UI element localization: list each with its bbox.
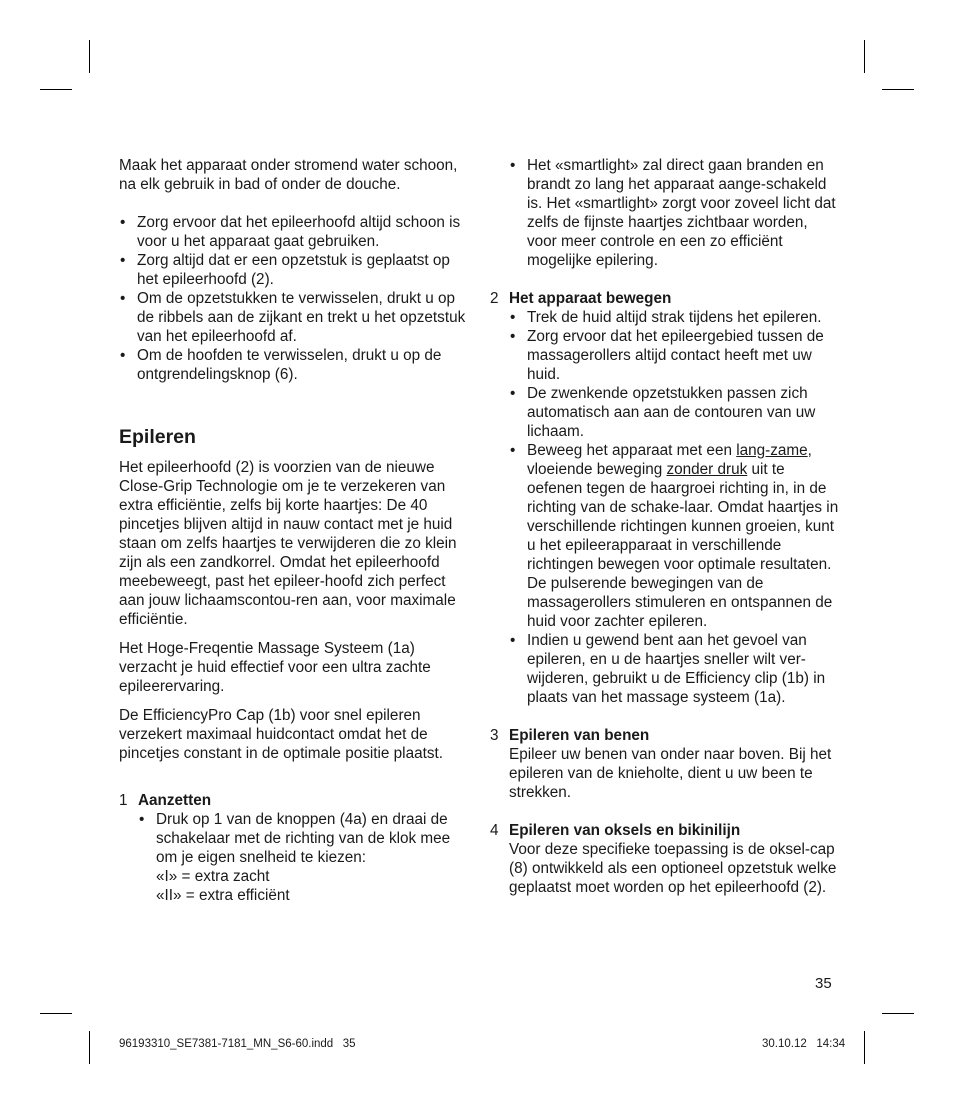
text-run: uit te oefenen tegen de haargroei richting in, in de richting van de schake-laar. Omdat haartjes in verschillende richtingen kunnen groeien, kunt u het epileerapparaat in verschillende richtingen bewegen voor optimale resultaten. De pulserende bewegingen van de massagerollers stimuleren en ontspannen de huid voor zachter epileren. — [527, 461, 839, 630]
section-title: Aanzetten — [138, 792, 212, 809]
section-apparaat-bewegen — [490, 289, 840, 707]
section-heading: Epileren — [119, 426, 196, 448]
crop-mark — [882, 1013, 914, 1014]
date-slug: 30.10.12 14:34 — [762, 1038, 846, 1050]
crop-mark — [882, 89, 914, 90]
text-run: , vloeiende beweging — [527, 442, 812, 478]
file-slug: 96193310_SE7381-7181_MN_S6-60.indd 35 — [119, 1038, 356, 1050]
list-item: • Zorg ervoor dat het epileergebied tussen de massagerollers altijd contact heeft met uw huid. — [509, 327, 840, 384]
speed-setting-1: «I» = extra zacht — [156, 868, 270, 885]
list-item: • Om de opzetstukken te verwisselen, drukt u op de ribbels aan de zijkant en trekt u het opzetstuk van het epileerhoofd af. — [119, 289, 469, 346]
body-paragraph: De EfficiencyPro Cap (1b) voor snel epileren verzekert maximaal huidcontact omdat het de pincetjes constant in de optimale positie plaatst. — [119, 707, 443, 762]
body-paragraph: Het epileerhoofd (2) is voorzien van de nieuwe Close-Grip Technologie om je te verzekeren van extra efficiëntie, zelfs bij korte haartjes: De 40 pincetjes blijven altijd in nauw contact met je huid staan om zelfs haartjes te verwijderen die zo klein zijn als een zandkorrel. Omdat het epileerhoofd meebeweegt, past het epileer-hoofd zich perfect aan jouw lichaamscontou-ren aan, voor maximale efficiëntie. — [119, 459, 457, 628]
section-benen — [490, 726, 840, 802]
list-item: • Trek de huid altijd strak tijdens het epileren. — [509, 308, 840, 327]
left-column — [119, 156, 469, 905]
smartlight-list — [509, 156, 840, 270]
list-item: • Zorg altijd dat er een opzetstuk is geplaatst op het epileerhoofd (2). — [119, 251, 469, 289]
section-oksels — [490, 821, 840, 897]
crop-mark — [89, 40, 90, 73]
crop-mark — [864, 40, 865, 73]
page-number: 35 — [815, 975, 832, 992]
crop-mark — [864, 1031, 865, 1064]
section-number: 2 — [490, 290, 499, 307]
list-item: • Zorg ervoor dat het epileerhoofd altijd schoon is voor u het apparaat gaat gebruiken. — [119, 213, 469, 251]
list-item: • De zwenkende opzetstukken passen zich automatisch aan aan de contouren van uw lichaam. — [509, 384, 840, 441]
underlined-text: zonder druk — [666, 461, 748, 478]
section-title: Het apparaat bewegen — [509, 290, 672, 307]
section-number: 1 — [119, 792, 128, 809]
right-column — [490, 156, 840, 897]
crop-mark — [40, 89, 72, 90]
text-run: Beweeg het apparaat met een — [527, 442, 737, 459]
section-number: 4 — [490, 822, 499, 839]
section-title: Epileren van benen — [509, 727, 650, 744]
list-item: • Om de hoofden te verwisselen, drukt u op de ontgrendelingsknop (6). — [119, 346, 469, 384]
section-text: Epileer uw benen van onder naar boven. Bij het epileren van de knieholte, dient u uw been te strekken. — [509, 746, 832, 801]
body-paragraph: Het Hoge-Freqentie Massage Systeem (1a) verzacht je huid effectief voor een ultra zachte epileerervaring. — [119, 640, 431, 695]
list-item — [138, 810, 469, 905]
speed-setting-2: «II» = extra efficiënt — [156, 887, 290, 904]
section-number: 3 — [490, 727, 499, 744]
list-item: • Indien u gewend bent aan het gevoel van epileren, en u de haartjes sneller wilt ver-wijderen, gebruikt u de Efficiency clip (1b) in plaats van het massage systeem (1a). — [509, 631, 840, 707]
underlined-text: lang-zame — [736, 442, 808, 459]
section-aanzetten — [119, 791, 469, 905]
bewegen-list — [509, 308, 840, 707]
smartlight-block — [490, 156, 840, 270]
section-text: Voor deze specifieke toepassing is de oksel-cap (8) ontwikkeld als een optioneel opzetstuk welke geplaatst moet worden op het epileerhoofd (2). — [509, 841, 837, 896]
crop-mark — [89, 1031, 90, 1064]
cleaning-list — [119, 213, 469, 384]
aanzetten-instruction: Druk op 1 van de knoppen (4a) en draai de schakelaar met de richting van de klok mee om je eigen snelheid te kiezen: — [156, 811, 451, 866]
aanzetten-list — [138, 810, 469, 905]
section-title: Epileren van oksels en bikinilijn — [509, 822, 741, 839]
crop-mark — [40, 1013, 72, 1014]
intro-paragraph: Maak het apparaat onder stromend water schoon, na elk gebruik in bad of onder de douche. — [119, 157, 458, 193]
list-item — [509, 441, 840, 631]
list-item: • Het «smartlight» zal direct gaan branden en brandt zo lang het apparaat aange-schakeld is. Het «smartlight» zorgt voor zoveel licht dat zelfs de fijnste haartjes zichtbaar worden, voor meer controle en een zo efficiënt mogelijke epilering. — [509, 156, 840, 270]
